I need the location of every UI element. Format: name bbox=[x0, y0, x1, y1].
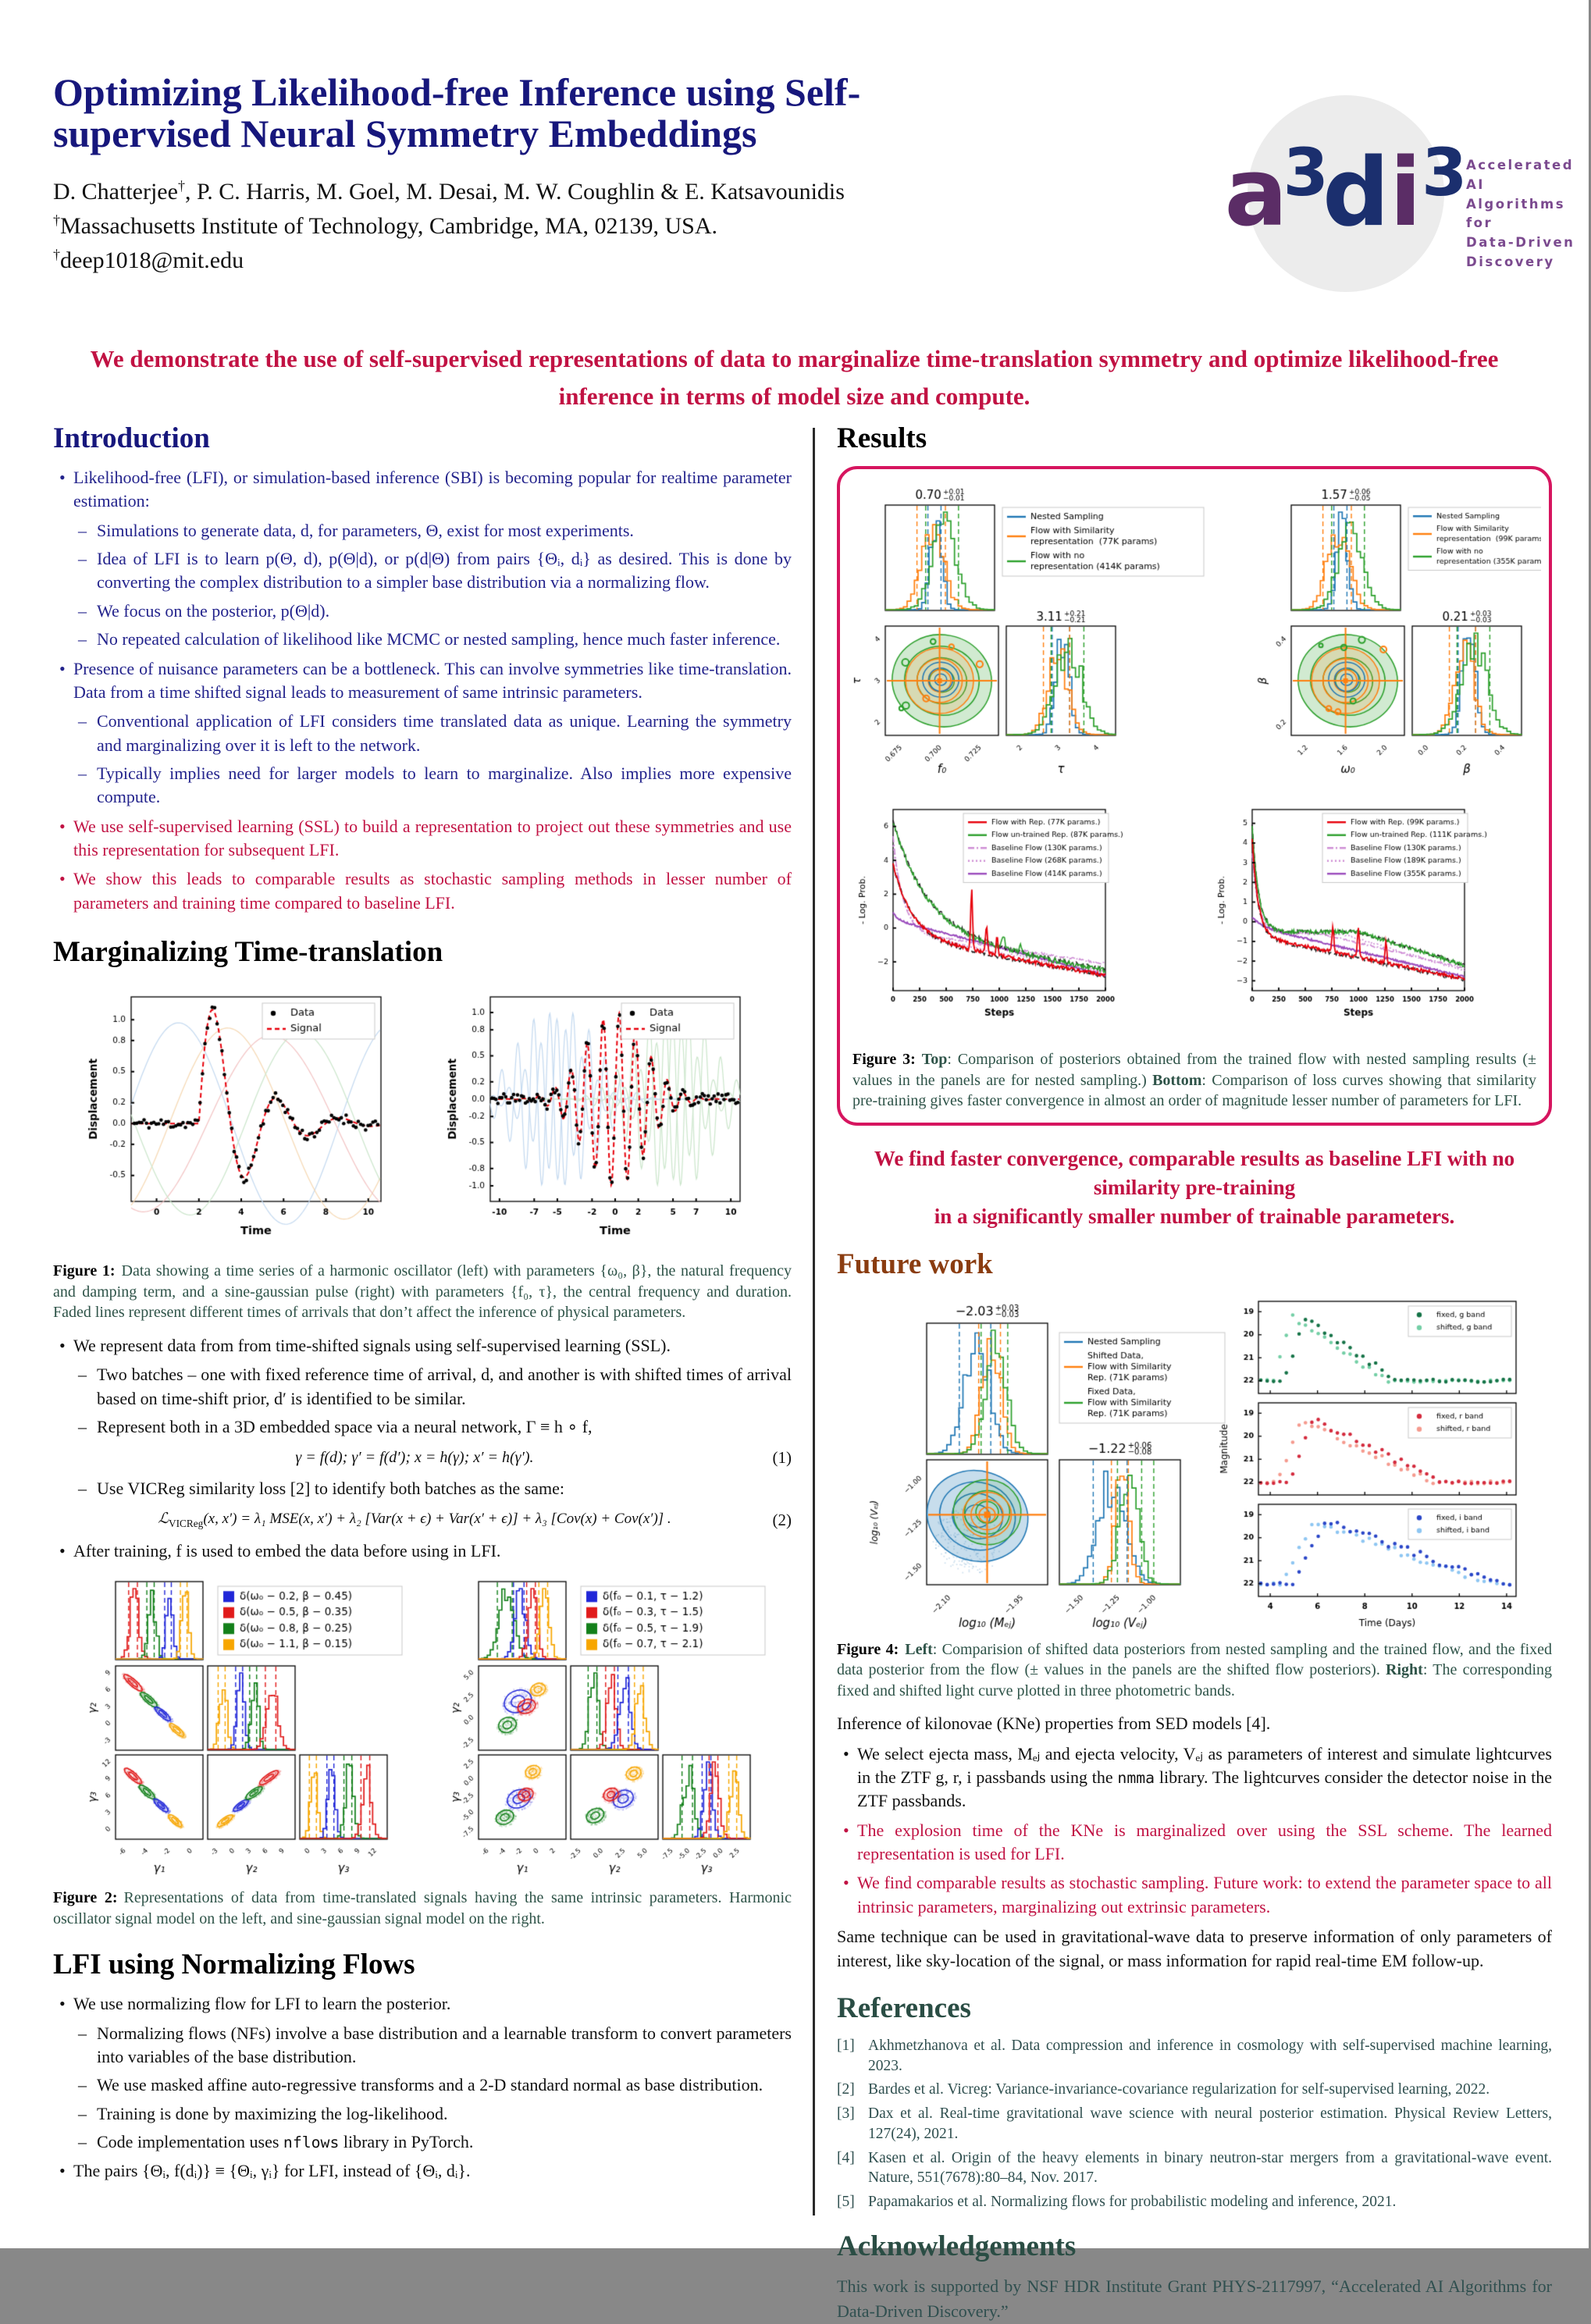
lfi-dash: – We use masked affine auto-regressive transforms and a 2-D standard normal as base distribution. bbox=[53, 2073, 792, 2097]
figure1-timeseries-plots bbox=[53, 980, 792, 1253]
intro-dash: – Idea of LFI is to learn p(Θ, d), p(Θ|d), or p(d|Θ) from pairs {Θᵢ, dᵢ} as desired. This is done by converting the complex distribution to a simpler base distribution via a normalizing flow. bbox=[53, 547, 792, 595]
kne-bullet-highlight: • We find comparable results as stochastic sampling. Future work: to extend the parameter space to all intrinsic parameters, marginalizing out extrinsic parameters. bbox=[837, 1871, 1552, 1919]
references-list bbox=[837, 2036, 1552, 2212]
equation-2: ℒ$_{VICReg}$(x, x′) = λ₁ MSE(x, x′) + λ₂ [Var(x + ϵ) + Var(x′ + ϵ)] + λ₃ [Cov(x) + Cov(x′)] . (2) bbox=[158, 1510, 792, 1529]
lfi-heading: LFI using Normalizing Flows bbox=[53, 1949, 415, 1981]
reference-item: [3] Dax et al. Real-time gravitational wave science with neural posterior estimation. Physical Review Letters, 127(24), 2021. bbox=[837, 2105, 1552, 2142]
lfi-bullet: • The pairs {Θᵢ, f(dᵢ)} ≡ {Θᵢ, γᵢ} for LFI, instead of {Θᵢ, dᵢ}. bbox=[53, 2159, 792, 2183]
reference-item: [1] Akhmetzhanova et al. Data compression and inference in cosmology with self-supervised machine learning, 2023. bbox=[837, 2037, 1552, 2074]
right-column bbox=[837, 422, 1552, 2324]
ssl-dash: – Two batches – one with fixed reference time of arrival, d, and another is with shifted times of arrival based on time-shift prior, d′ is identified to be similar. bbox=[53, 1363, 792, 1411]
acknowledgements-heading: Acknowledgements bbox=[837, 2230, 1077, 2262]
lfi-bullet: • We use normalizing flow for LFI to learn the posterior. bbox=[53, 1992, 792, 2016]
affiliation: †Massachusetts Institute of Technology, Cambridge, MA, 02139, USA. bbox=[53, 212, 717, 239]
a3d3-logo bbox=[1224, 95, 1468, 292]
lfi-dash: – Training is done by maximizing the log-likelihood. bbox=[53, 2102, 792, 2126]
intro-dash: – We focus on the posterior, p(Θ|d). bbox=[53, 600, 792, 623]
references-heading: References bbox=[837, 1991, 971, 2024]
nmma-code: nmma bbox=[1117, 1769, 1155, 1788]
lfi-dash: – Normalizing flows (NFs) involve a base distribution and a learnable transform to convert parameters into variables of the base distribution. bbox=[53, 2022, 792, 2070]
intro-dash: – Typically implies need for larger models to learn to marginalize. Also implies more expensive compute. bbox=[53, 762, 792, 810]
poster-title bbox=[53, 72, 1232, 155]
intro-bullet-highlight: • We use self-supervised learning (SSL) to build a representation to project out these symmetries and use this representation for subsequent LFI. bbox=[53, 815, 792, 863]
figure3-posteriors-and-loss bbox=[846, 482, 1541, 1040]
reference-item: [4] Kasen et al. Origin of the heavy elements in binary neutron-star mergers from a gravitational-wave event. Nature, 551(7678):80–84, Nov. 2017. bbox=[837, 2149, 1552, 2187]
figure4 bbox=[837, 1292, 1552, 1632]
marginalizing-heading: Marginalizing Time-translation bbox=[53, 936, 443, 969]
kne-intro: Inference of kilonovae (KNe) properties from SED models [4]. bbox=[837, 1714, 1271, 1734]
future-work-heading: Future work bbox=[837, 1247, 993, 1280]
reference-item: [2] Bardes et al. Vicreg: Variance-invariance-covariance regularization for self-supervised learning, 2022. bbox=[837, 2081, 1490, 2098]
kne-bullet-highlight: • The explosion time of the KNe is marginalized over using the SSL scheme. The learned representation is used for LFI. bbox=[837, 1819, 1552, 1867]
intro-dash: – Simulations to generate data, d, for parameters, Θ, exist for most experiments. bbox=[53, 519, 792, 543]
results-statement: We find faster convergence, comparable results as baseline LFI with no similarity pre-training in a significantly smaller number of trainable parameters. bbox=[874, 1146, 1515, 1229]
results-box bbox=[837, 466, 1552, 1126]
nflows-code: nflows bbox=[283, 2133, 340, 2151]
authors: D. Chatterjee†, P. C. Harris, M. Goel, M. Desai, M. W. Coughlin & E. Katsavounidis bbox=[53, 178, 845, 205]
intro-dash: – No repeated calculation of likelihood like MCMC or nested sampling, hence much faster inference. bbox=[53, 628, 792, 651]
a3d3-logo-tagline: Accelerated AI Algorithms for Data-Driven Discovery bbox=[1466, 158, 1575, 269]
column-divider bbox=[813, 428, 815, 2215]
results-heading: Results bbox=[837, 422, 927, 454]
intro-heading: Introduction bbox=[53, 422, 210, 454]
equation-1: γ = f(d); γ′ = f(d′); x = h(γ); x′ = h(γ′). (1) bbox=[295, 1448, 792, 1468]
title-line1: Optimizing Likelihood-free Inference using Self- bbox=[53, 70, 861, 114]
ssl-dash: – Use VICReg similarity loss [2] to identify both batches as the same: bbox=[53, 1477, 792, 1500]
kne-bullet: • We select ejecta mass, Mₑⱼ and ejecta velocity, Vₑⱼ as parameters of interest and simulate lightcurves in the ZTF g, r, i passbands using the nmma library. The lightcurves consider the detector noise in the ZTF passbands. bbox=[837, 1742, 1552, 1813]
kne-closing: Same technique can be used in gravitational-wave data to preserve information of only parameters of interest, like sky-location of the signal, or mass information for rapid real-time EM follow-up. bbox=[837, 1927, 1552, 1970]
acknowledgements-text: This work is supported by NSF HDR Institute Grant PHYS-2117997, “Accelerated AI Algorithms for Data-Driven Discovery.” bbox=[837, 2276, 1552, 2321]
abstract-banner: We demonstrate the use of self-supervised representations of data to marginalize time-translation symmetry and optimize likelihood-free inference in terms of model size and compute. bbox=[90, 345, 1499, 411]
ssl-dash: – Represent both in a 3D embedded space via a neural network, Γ ≡ h ∘ f, bbox=[53, 1415, 792, 1439]
figure2-caption: Figure 2: Representations of data from time-translated signals having the same intrinsic parameters. Harmonic oscillator signal model on the left, and sine-gaussian signal model on the right. bbox=[53, 1888, 792, 1927]
intro-dash: – Conventional application of LFI considers time translated data as unique. Learning the symmetry and marginalizing over it is left to the network. bbox=[53, 710, 792, 757]
intro-bullet: • Likelihood-free (LFI), or simulation-based inference (SBI) is becoming popular for realtime parameter estimation: bbox=[53, 466, 792, 514]
figure4-kne-posteriors-lightcurves bbox=[837, 1292, 1543, 1632]
intro-bullet: • Presence of nuisance parameters can be a bottleneck. This can involve symmetries like time-translation. Data from a time shifted signal leads to measurement of same intrinsic parameters. bbox=[53, 657, 792, 705]
figure2 bbox=[53, 1574, 792, 1880]
figure4-caption: Figure 4: Left: Comparision of shifted data posteriors from nested sampling and the trained flow, and the fixed data posterior from the flow (± values in the panels are the shifted flow posteriors). Right: The corresponding fixed and shifted light curve plotted in three photometric bands. bbox=[837, 1640, 1552, 1699]
a3d3-logo-glyphs: a3di3 bbox=[1224, 134, 1468, 247]
email: †deep1018@mit.edu bbox=[53, 247, 244, 273]
figure1 bbox=[53, 980, 792, 1253]
intro-bullet-highlight: • We show this leads to comparable results as stochastic sampling methods in lesser number of parameters and training time compared to baseline LFI. bbox=[53, 867, 792, 915]
title-line2: supervised Neural Symmetry Embeddings bbox=[53, 112, 757, 155]
ssl-bullet: • After training, f is used to embed the data before using in LFI. bbox=[53, 1539, 792, 1563]
lfi-dash: – Code implementation uses nflows library in PyTorch. bbox=[53, 2130, 792, 2154]
figure3-caption: Figure 3: Top: Comparison of posteriors obtained from the trained flow with nested sampling results (± values in the panels are for nested sampling.) Bottom: Comparison of loss curves showing that similarity pre-training gives faster convergence in almost an order of magnitude lesser number of parameters for LFI. bbox=[852, 1051, 1536, 1110]
left-column bbox=[53, 422, 792, 2189]
reference-item: [5] Papamakarios et al. Normalizing flows for probabilistic modeling and inference, 2021. bbox=[837, 2194, 1397, 2211]
ssl-bullet: • We represent data from from time-shifted signals using self-supervised learning (SSL). bbox=[53, 1334, 792, 1358]
figure2-corner-plots bbox=[53, 1574, 792, 1880]
figure1-caption: Figure 1: Data showing a time series of a harmonic oscillator (left) with parameters {ω₀, β}, the natural frequency and damping term, and a sine-gaussian pulse (right) with parameters {f₀, τ}, the central frequency and duration. Faded lines represent different times of arrivals that don’t affect the inference of physical parameters. bbox=[53, 1262, 792, 1322]
dagger-icon: † bbox=[177, 178, 185, 194]
